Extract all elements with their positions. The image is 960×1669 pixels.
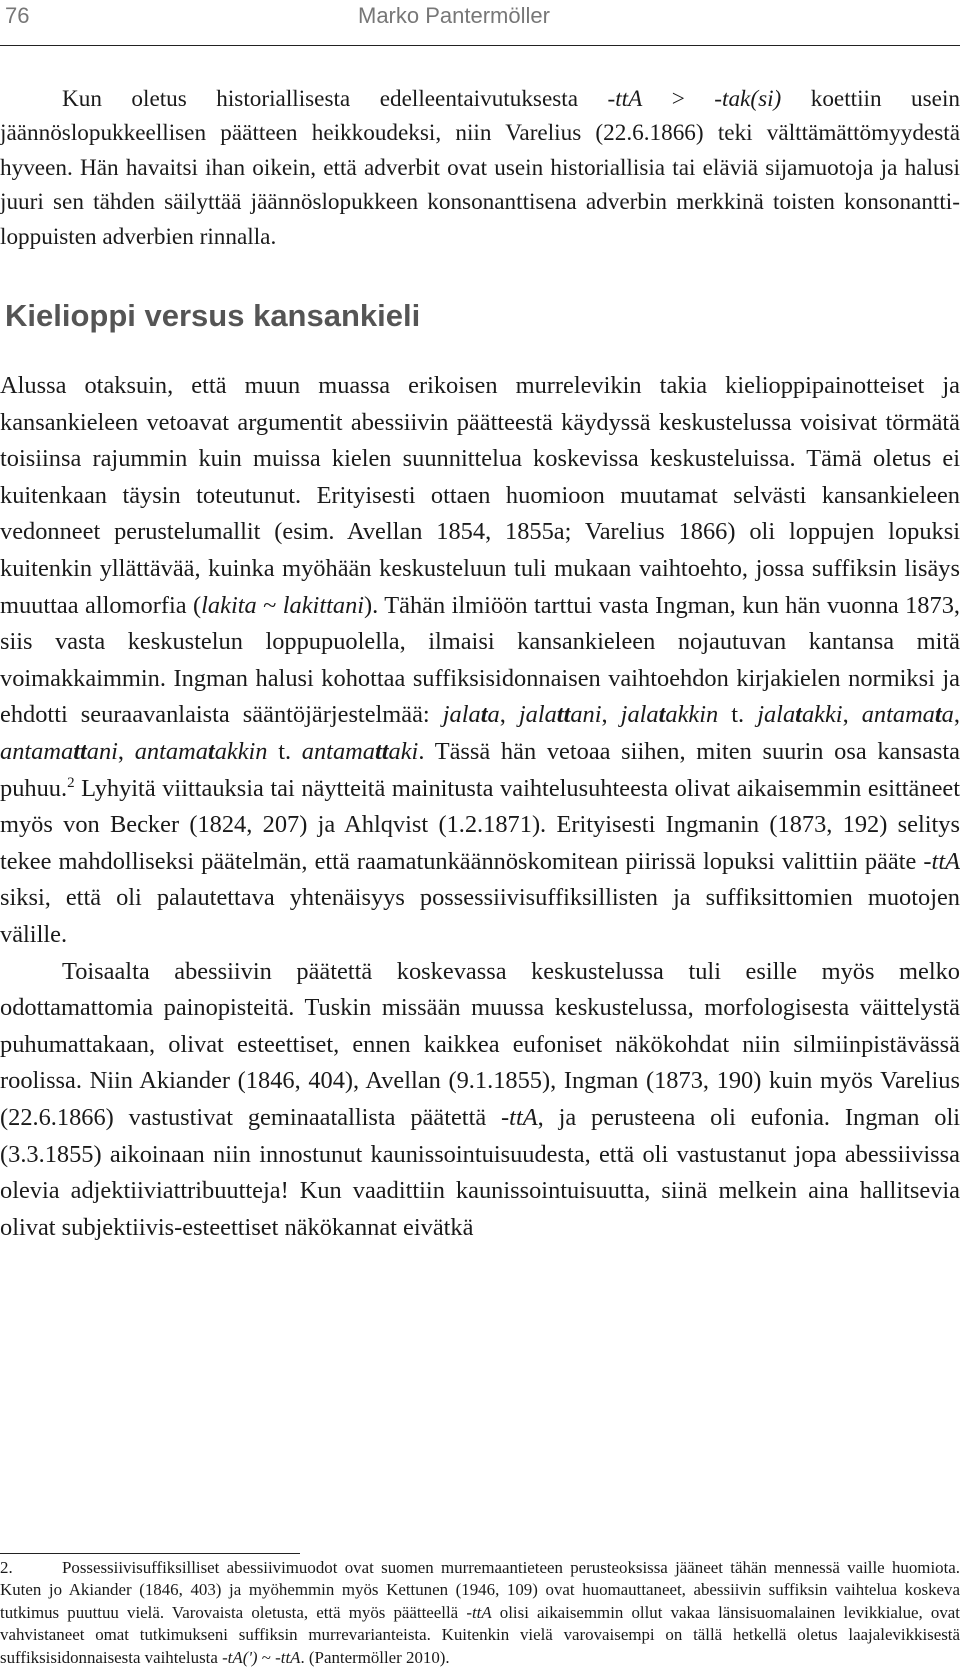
- page-header: [0, 0, 960, 60]
- example-word: antamata: [861, 701, 954, 729]
- footnote-marker: 2: [67, 774, 75, 791]
- paragraph-1: Kun oletus historiallisesta edelleentaivutuksesta -ttA > -tak(si) koettiin usein jäännöslopukkeellisen päätteen heikkoudeksi, niin Varelius (22.6.1866) teki välttämättömyydestä hyveen. Hän havaitsi ihan oikein, että adverbit ovat usein historiallisia tai eläviä sijamuotoja ja halusi juuri sen tähden säilyttää jäännöslopukkeen konsonanttisena adverbin merkkinä toisten konsonanttiloppuisten adverbien rinnalla.: [0, 86, 960, 250]
- footnote-rule: [0, 1553, 300, 1554]
- example-word: jalattani: [518, 701, 602, 729]
- header-rule: [0, 45, 960, 46]
- example-word: antamattaki: [301, 737, 419, 765]
- section-title: Kielioppi versus kansankieli: [5, 298, 421, 334]
- paragraph-3: Toisaalta abessiivin päätettä koskevassa keskustelussa tuli esille myös melko odottamattomia painopisteitä. Tuskin missään muussa keskustelussa, morfologisesta väittelystä puhumattakaan, olivat esteettiset, ennen kaikkea eufoniset näkökohdat niin silmiinpistävässä roolissa. Niin Akiander (1846, 404), Avellan (9.1.1855), Ingman (1873, 190) kuin myös Varelius (22.6.1866) vastustivat geminaatallista päätettä -ttA, ja perusteena oli eufonia. Ingman oli (3.3.1855) aikoinaan niin innostunut kaunissointuisuudesta, että oli vastustanut jopa abessiivissa olevia adjektiiviattribuutteja! Kun vaadittiin kaunissointuisuutta, siinä melkein aina hallitsevia olivat subjektiivis-esteettiset näkökannat eivätkä: [0, 957, 960, 1241]
- example-word: jalatakki: [757, 701, 843, 729]
- example-word: jalata: [442, 701, 500, 729]
- running-head: Marko Pantermöller: [358, 3, 550, 28]
- footnote-number: 2.: [0, 1558, 13, 1577]
- footnote: 2. Possessiivisuffiksilliset abessiivimuodot ovat suomen murremaantieteen perusteoksissa jääneet tähän mennessä vaille huomiota. Kuten jo Akiander (1846, 403) ja myöhemmin myös Kettunen (1946, 109) ovat huomauttaneet, abessiivin suffiksin vaihtelua koskeva tutkimus puuttuu vielä. Varovaista oletusta, että myös päätteellä -ttA olisi aikaisemmin ollut vakaa länsisuomalainen levikkialue, ovat vahvistaneet omat tutkimukseni suffiksin murrevarianteista. Kuitenkin vielä varovaisempi on tällä hetkellä oletus laajalevikkisestä suffiksisidonnaisesta vaihtelusta -tA(') ~ -ttA. (Pantermöller 2010).: [0, 1558, 960, 1667]
- page-body: [0, 82, 960, 1246]
- example-word: antamatakkin: [134, 737, 268, 765]
- paragraph-2: Alussa otaksuin, että muun muassa erikoisen murrelevikin takia kielioppipainotteiset ja kansankieleen vetoavat argumentit abessiivin päätteestä käydyssä keskustelussa voisivat törmätä toisiinsa rajummin kuin muissa kielen suunnittelua koskevissa keskusteluissa. Tämä oletus ei kuitenkaan täysin toteutunut. Erityisesti ottaen huomioon muutamat selvästi kansankieleen vedonneet perustelumallit (esim. Avellan 1854, 1855a; Varelius 1866) oli loppujen lopuksi kuitenkin yllättävää, kuinka myöhään keskusteluun tuli mukaan vaihtoehto, jossa suffiksin lisäys muuttaa allomorfia (lakita ~ lakittani). Tähän ilmiöön tarttui vasta Ingman, kun hän vuonna 1873, siis vasta keskustelun loppupuolella, ilmaisi kansankieleen nojautuvan kantansa mitä voimakkaimmin. Ingman halusi kohottaa suffiksisidonnaisen vaihtoehdon kirjakielen normiksi ja ehdotti seuraavanlaista sääntöjärjestelmää: jalata, jalattani, jalatakkin t. jalatakki, antamata, antamattani, antamatakkin t. antamattaki. Tässä hän vetoaa siihen, miten suurin osa kansasta puhuu.$^2$ Lyhyitä viittauksia tai näytteitä mainitusta vaihtelusuhteesta olivat aikaisemmin esittäneet myös von Becker (1824, 207) ja Ahlqvist (1.2.1871). Erityisesti Ingmanin (1873, 192) selitys tekee mahdolliseksi päätelmän, että raamatunkäännöskomitean piirissä lopuksi valittiin pääte -ttA siksi, että oli palautettava yhtenäisyys possessiivisuffiksillisten ja suffiksittomien muotojen välille.: [0, 372, 960, 948]
- example-word: jalatakkin: [620, 701, 719, 729]
- example-word: antamattani: [0, 737, 118, 765]
- page-number: 76: [5, 3, 30, 28]
